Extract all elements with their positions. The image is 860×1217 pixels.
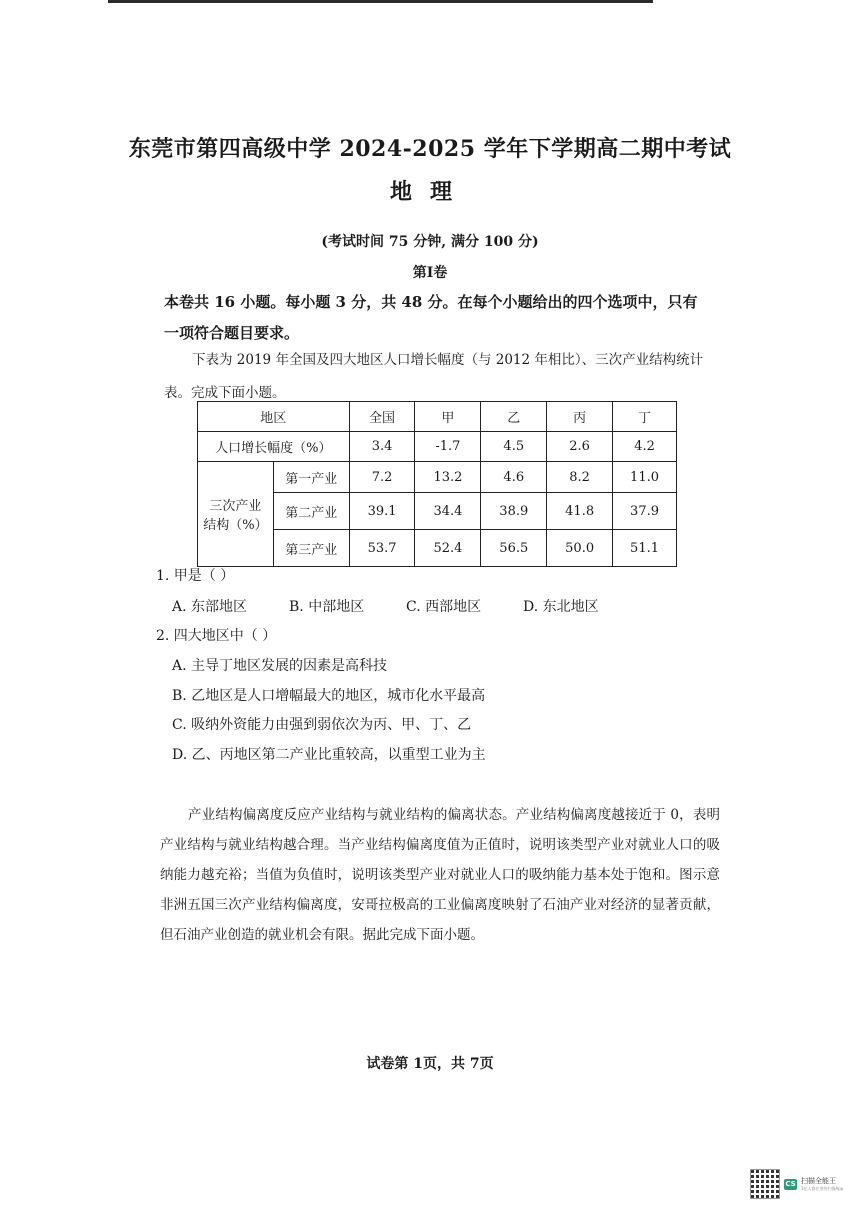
table-header-row (198, 402, 677, 432)
table-cell: 7.2 (349, 462, 415, 493)
table-cell: 2.6 (547, 432, 613, 462)
page-footer: 试卷第 1页，共 7页 (366, 1056, 494, 1072)
header-cell: 乙 (481, 402, 547, 432)
option-c: C. 西部地区 (406, 599, 482, 615)
scanner-tagline: 3亿人都在用的扫描App (801, 1186, 844, 1191)
volume-label: 第Ⅰ卷 (412, 265, 448, 281)
option-d: D. 东北地区 (523, 599, 599, 615)
camscanner-logo-icon: CS (785, 1179, 796, 1188)
exam-meta: (考试时间 75 分钟, 满分 100 分) (321, 234, 539, 250)
structure-group-label (198, 462, 274, 567)
scan-edge-bar (108, 0, 653, 3)
row-label: 第二产业 (273, 493, 349, 530)
table-cell: -1.7 (415, 432, 481, 462)
instructions: 本卷共 16 小题。每小题 3 分，共 48 分。在每个小题给出的四个选项中，只有一项符合题目要求。 (164, 293, 698, 342)
question-2-stem: 2. 四大地区中（ ） (156, 628, 277, 644)
option-a: A. 东部地区 (172, 599, 248, 615)
table-cell: 8.2 (547, 462, 613, 493)
table-cell: 37.9 (613, 493, 677, 530)
question-1-stem: 1. 甲是（ ） (156, 568, 235, 584)
table-cell: 4.5 (481, 432, 547, 462)
option-b: B. 中部地区 (289, 599, 365, 615)
table-cell: 34.4 (415, 493, 481, 530)
table-cell: 50.0 (547, 530, 613, 567)
table-cell: 11.0 (613, 462, 677, 493)
table-intro: 下表为 2019 年全国及四大地区人口增长幅度（与 2012 年相比）、三次产业结构统计表。完成下面小题。 (164, 352, 704, 401)
qr-code-icon (750, 1169, 780, 1199)
table-cell: 41.8 (547, 493, 613, 530)
option-c: C. 吸纳外资能力由强到弱依次为丙、甲、丁、乙 (172, 717, 472, 733)
table-cell: 52.4 (415, 530, 481, 567)
structure-label-line1: 三次产业 (209, 499, 262, 514)
header-cell-region: 地区 (198, 402, 350, 432)
row-label: 第一产业 (273, 462, 349, 493)
structure-label-line2: 结构（%） (203, 518, 268, 533)
table-cell: 4.2 (613, 432, 677, 462)
question-1-options (172, 596, 732, 616)
reading-passage: 产业结构偏离度反应产业结构与就业结构的偏离状态。产业结构偏离度越接近于 0，表明产业结构与就业结构越合理。当产业结构偏离度值为正值时，说明该类型产业对就业人口的吸纳能力越充裕；当值为负值时，说明该类型产业对就业人口的吸纳能力基本处于饱和。图示意非洲五国三次产业结构偏离度，安哥拉极高的工业偏离度映射了石油产业对经济的显著贡献，但石油产业创造的就业机会有限。据此完成下面小题。 (160, 807, 720, 943)
row-label: 人口增长幅度（%） (198, 432, 350, 462)
option-a: A. 主导丁地区发展的因素是高科技 (172, 658, 388, 674)
table-row-primary (198, 462, 677, 493)
header-cell: 丙 (547, 402, 613, 432)
scanner-watermark (750, 1165, 846, 1203)
header-cell: 甲 (415, 402, 481, 432)
table-cell: 51.1 (613, 530, 677, 567)
table-cell: 53.7 (349, 530, 415, 567)
option-b: B. 乙地区是人口增幅最大的地区，城市化水平最高 (172, 688, 486, 704)
subject-title: 地理 (389, 179, 470, 205)
header-cell: 丁 (613, 402, 677, 432)
table-cell: 13.2 (415, 462, 481, 493)
statistics-table (197, 401, 677, 567)
table-cell: 4.6 (481, 462, 547, 493)
table-cell: 3.4 (349, 432, 415, 462)
table-row-population (198, 432, 677, 462)
row-label: 第三产业 (273, 530, 349, 567)
exam-title: 东莞市第四高级中学 2024-2025 学年下学期高二期中考试 (128, 136, 732, 162)
option-d: D. 乙、丙地区第二产业比重较高，以重型工业为主 (172, 747, 486, 763)
scanner-name: 扫描全能王 (801, 1177, 836, 1185)
scanner-text (801, 1176, 843, 1192)
table-cell: 39.1 (349, 493, 415, 530)
header-cell: 全国 (349, 402, 415, 432)
table-cell: 56.5 (481, 530, 547, 567)
table-cell: 38.9 (481, 493, 547, 530)
